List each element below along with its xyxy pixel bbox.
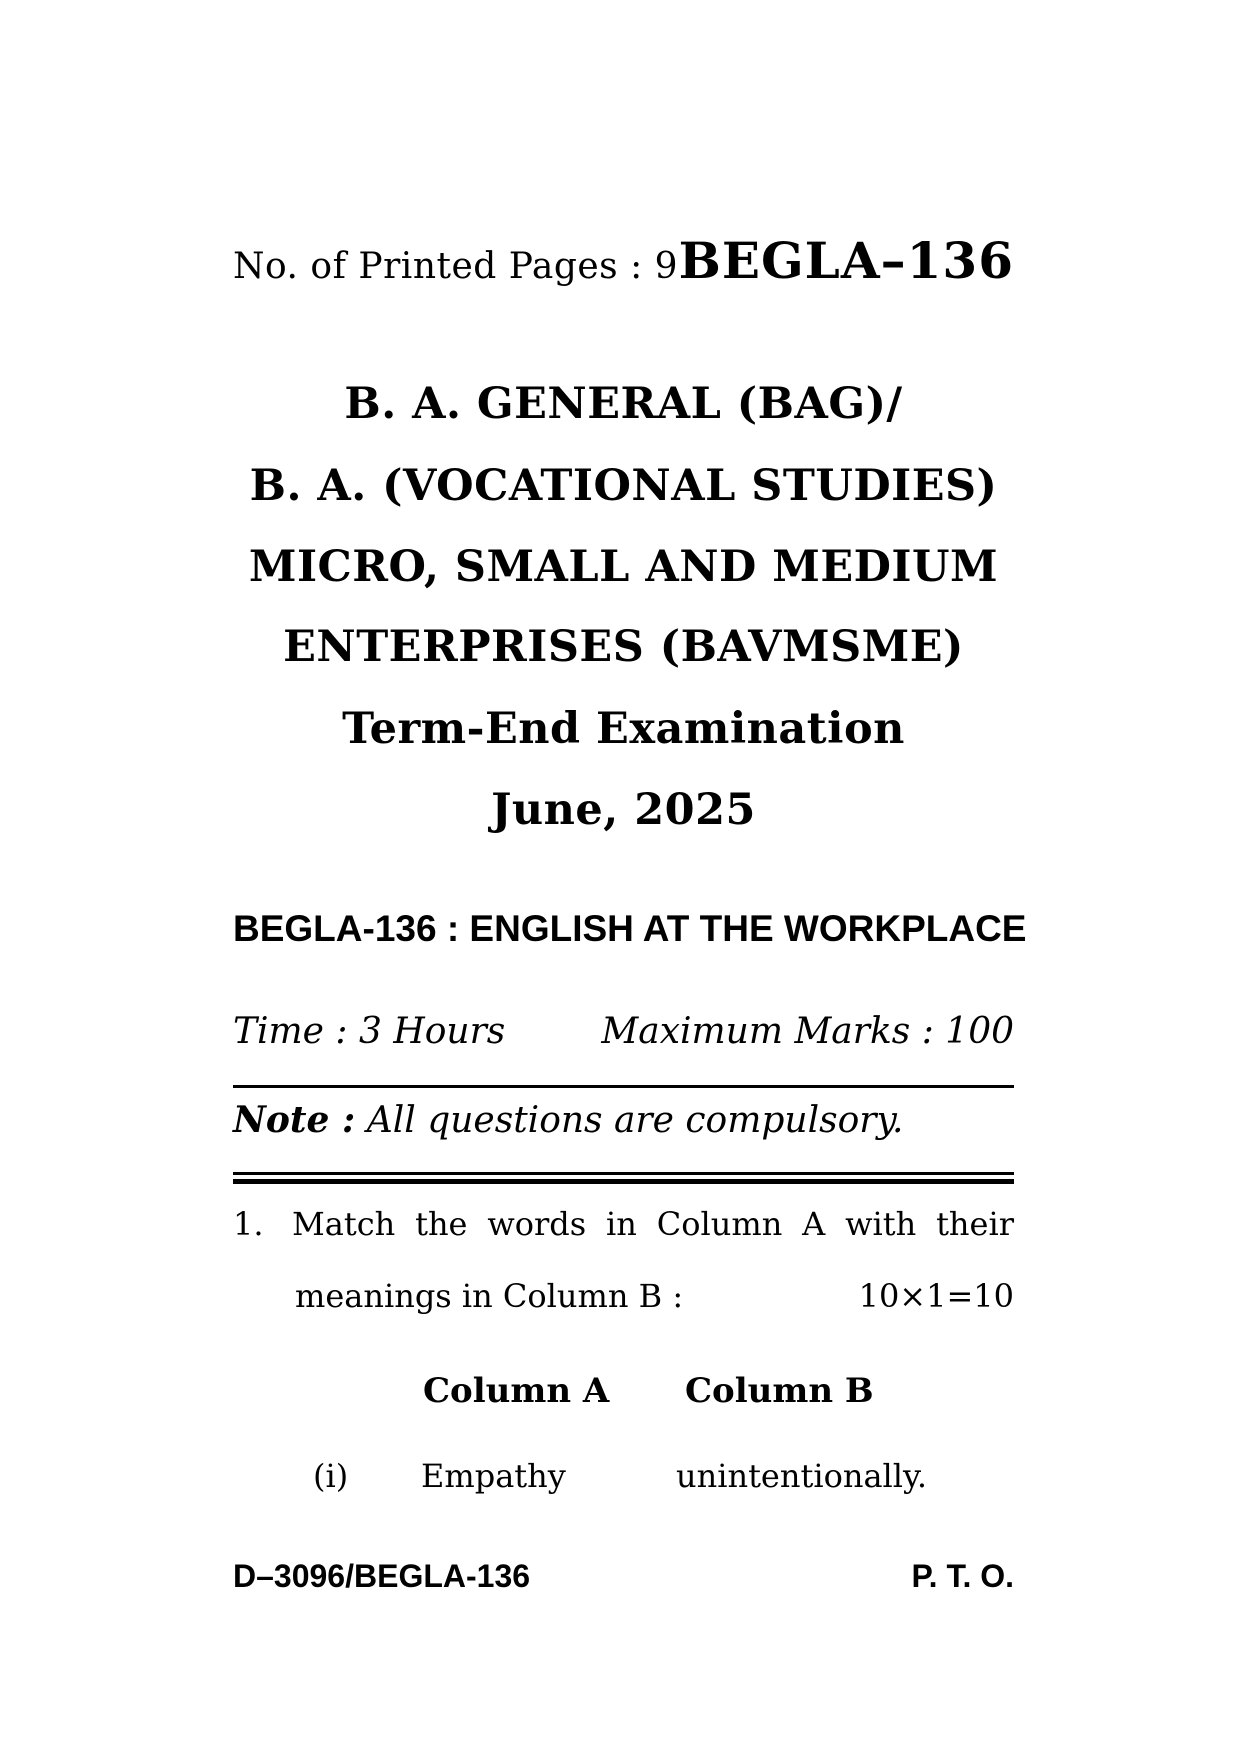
row-index: (i)	[313, 1457, 349, 1495]
question-1-line-2	[233, 1277, 1014, 1315]
title-line-4: ENTERPRISES (BAVMSME)	[283, 622, 964, 672]
question-marks: 10×1=10	[858, 1277, 1014, 1315]
column-b-header: Column B	[685, 1371, 874, 1411]
note-text: All questions are compulsory.	[366, 1100, 904, 1141]
time-allowed: Time : 3 Hours	[233, 1011, 506, 1052]
page-footer	[233, 1560, 1014, 1592]
max-marks: Maximum Marks : 100	[601, 1011, 1014, 1052]
match-row-i	[233, 1457, 1014, 1500]
course-heading: BEGLA-136 : ENGLISH AT THE WORKPLACE	[233, 908, 1027, 949]
note-label: Note :	[233, 1099, 356, 1141]
exam-meta-row	[233, 1011, 1014, 1052]
match-column-headers	[233, 1371, 1014, 1414]
question-text-line-2: meanings in Column B :	[295, 1277, 684, 1315]
row-word: Empathy	[421, 1457, 566, 1495]
page-header	[233, 231, 1014, 290]
title-line-1: B. A. GENERAL (BAG)/	[344, 379, 903, 429]
footer-paper-code: D–3096/BEGLA-136	[233, 1558, 531, 1594]
row-meaning: unintentionally.	[676, 1457, 927, 1495]
title-line-3: MICRO, SMALL AND MEDIUM	[248, 542, 999, 592]
question-1-line-1	[233, 1205, 1014, 1243]
exam-session: June, 2025	[491, 785, 756, 835]
exam-term: Term-End Examination	[342, 704, 905, 754]
pto-label: P. T. O.	[911, 1558, 1014, 1594]
horizontal-rule	[233, 1085, 1014, 1088]
paper-code: BEGLA–136	[678, 231, 1014, 290]
question-number: 1.	[233, 1205, 264, 1243]
question-text-line-1: Match the words in Column A with their	[292, 1205, 1014, 1243]
title-line-2: B. A. (VOCATIONAL STUDIES)	[249, 461, 998, 511]
printed-pages-label: No. of Printed Pages : 9	[233, 246, 679, 287]
column-a-header: Column A	[423, 1371, 610, 1411]
note-row	[233, 1099, 1014, 1141]
double-rule	[233, 1172, 1014, 1184]
